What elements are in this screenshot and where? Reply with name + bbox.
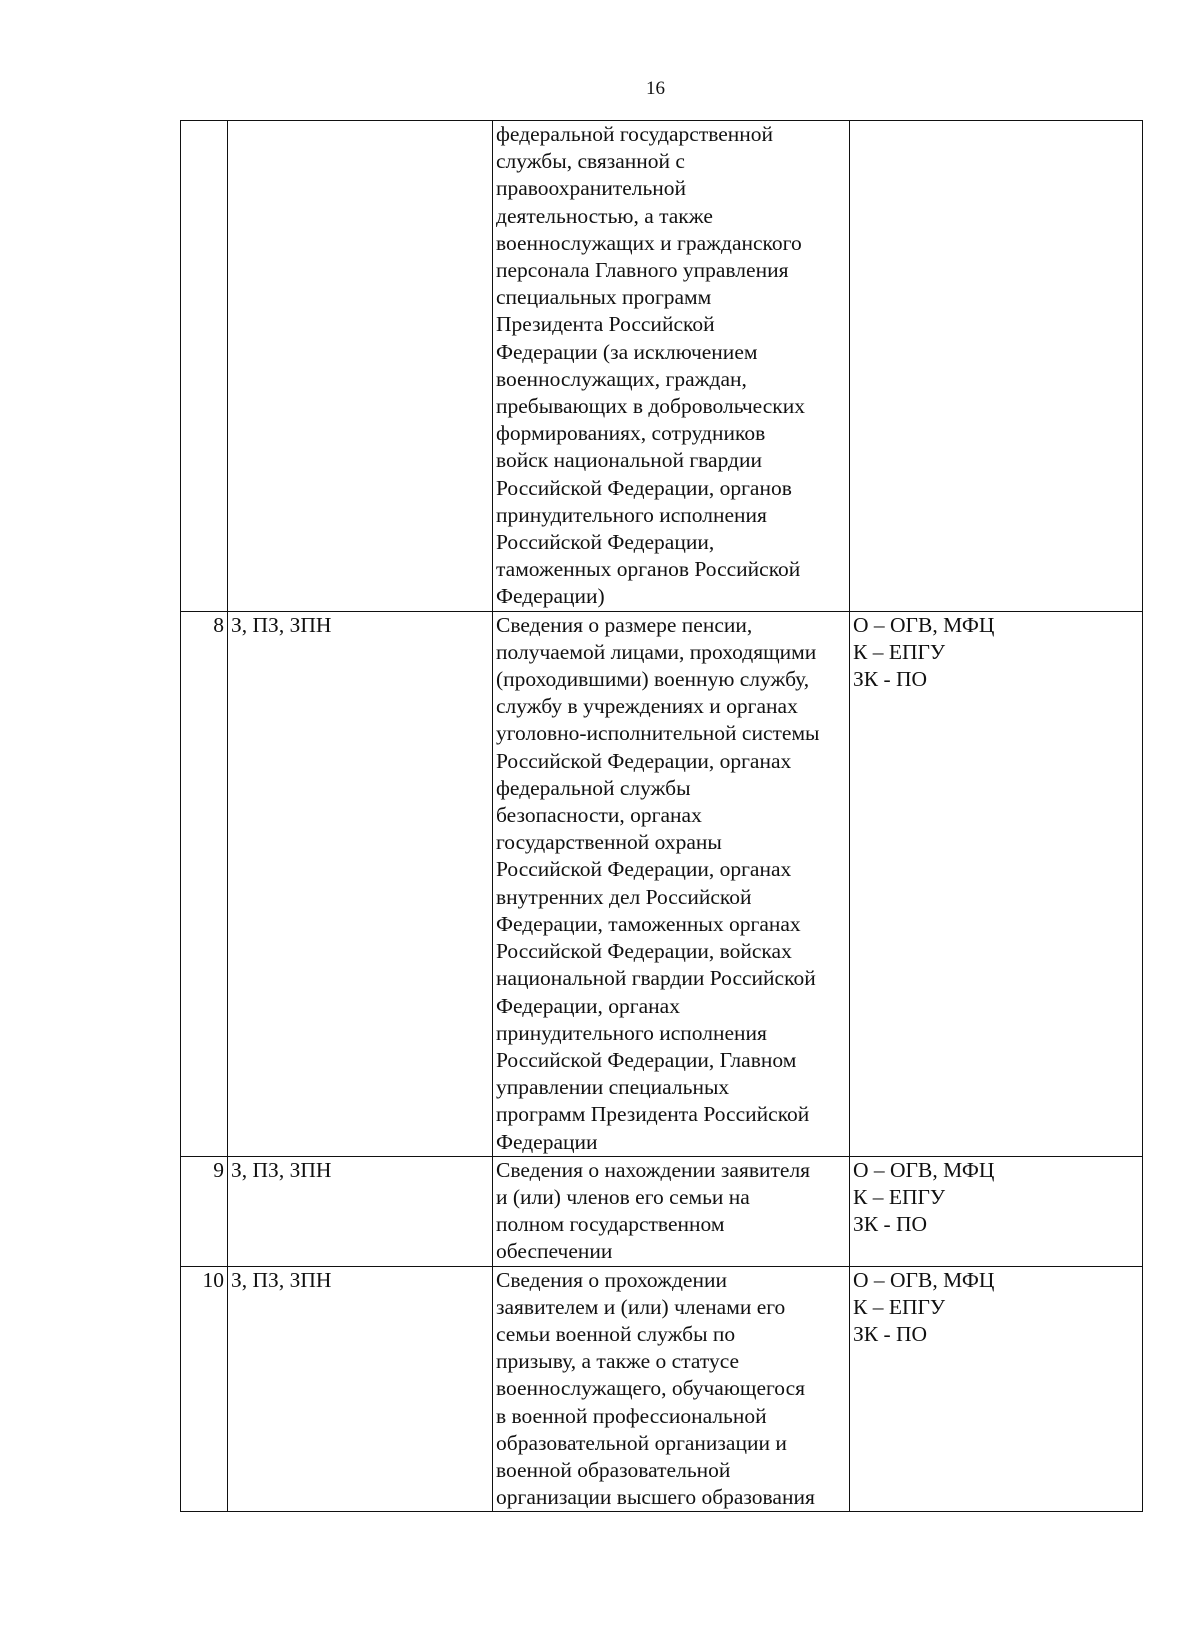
submission-channels — [850, 1266, 1143, 1512]
text-line: и (или) членов его семьи на — [496, 1184, 750, 1209]
text-line: в военной профессиональной — [496, 1403, 767, 1428]
text-line: Российской Федерации, войсках — [496, 939, 792, 964]
text-line: управлении специальных — [496, 1075, 730, 1100]
text-line: Сведения о прохождении — [496, 1267, 727, 1292]
text-line: военной образовательной — [496, 1457, 731, 1482]
text-line: Президента Российской — [496, 312, 715, 337]
applicant-category: З, ПЗ, ЗПН — [228, 611, 493, 1156]
text-line: Российской Федерации, органов — [496, 475, 792, 500]
text-line: военнослужащих и гражданского — [496, 230, 802, 255]
text-line: службы, связанной с — [496, 149, 685, 174]
text-line: уголовно-исполнительной системы — [496, 721, 820, 746]
submission-channels — [850, 1156, 1143, 1266]
submission-channels — [850, 611, 1143, 1156]
text-line: К – ЕПГУ — [853, 639, 946, 664]
text-line: принудительного исполнения — [496, 502, 767, 527]
text-line: (проходившими) военную службу, — [496, 667, 810, 692]
text-line: ЗК - ПО — [853, 1212, 928, 1237]
row-number: 10 — [181, 1266, 228, 1512]
document-description — [493, 121, 850, 612]
text-line: образовательной организации и — [496, 1430, 787, 1455]
text-line: федеральной службы — [496, 775, 691, 800]
text-line: принудительного исполнения — [496, 1020, 767, 1045]
row-number — [181, 121, 228, 612]
applicant-category: З, ПЗ, ЗПН — [228, 1156, 493, 1266]
row-number: 9 — [181, 1156, 228, 1266]
text-line: заявителем и (или) членами его — [496, 1294, 786, 1319]
text-line: Федерации) — [496, 584, 605, 609]
text-line: К – ЕПГУ — [853, 1294, 946, 1319]
text-line: призыву, а также о статусе — [496, 1349, 740, 1374]
text-line: безопасности, органах — [496, 803, 702, 828]
text-line: Российской Федерации, органах — [496, 857, 792, 882]
applicant-category: З, ПЗ, ЗПН — [228, 1266, 493, 1512]
text-line: О – ОГВ, МФЦ — [853, 612, 995, 637]
text-line: полном государственном — [496, 1212, 725, 1237]
text-line: О – ОГВ, МФЦ — [853, 1267, 995, 1292]
submission-channels — [850, 121, 1143, 612]
table-row — [181, 1266, 1143, 1512]
document-table — [180, 120, 1143, 1512]
table-row — [181, 1156, 1143, 1266]
applicant-category — [228, 121, 493, 612]
text-line: внутренних дел Российской — [496, 884, 752, 909]
text-line: семьи военной службы по — [496, 1321, 736, 1346]
text-line: Федерации (за исключением — [496, 339, 758, 364]
text-line: Российской Федерации, органах — [496, 748, 792, 773]
text-line: деятельностью, а также — [496, 203, 713, 228]
text-line: ЗК - ПО — [853, 667, 928, 692]
text-line: национальной гвардии Российской — [496, 966, 816, 991]
text-line: Российской Федерации, — [496, 530, 715, 555]
text-line: таможенных органов Российской — [496, 557, 801, 582]
table-row — [181, 121, 1143, 612]
text-line: персонала Главного управления — [496, 258, 789, 283]
text-line: формированиях, сотрудников — [496, 421, 766, 446]
table-row — [181, 611, 1143, 1156]
text-line: получаемой лицами, проходящими — [496, 639, 817, 664]
text-line: службу в учреждениях и органах — [496, 694, 798, 719]
document-description — [493, 1156, 850, 1266]
text-line: организации высшего образования — [496, 1485, 815, 1510]
text-line: ЗК - ПО — [853, 1321, 928, 1346]
text-line: военнослужащих, граждан, — [496, 366, 747, 391]
text-line: военнослужащего, обучающегося — [496, 1376, 806, 1401]
text-line: О – ОГВ, МФЦ — [853, 1157, 995, 1182]
text-line: Российской Федерации, Главном — [496, 1047, 797, 1072]
text-line: К – ЕПГУ — [853, 1184, 946, 1209]
text-line: Федерации, органах — [496, 993, 680, 1018]
text-line: Федерации — [496, 1129, 598, 1154]
text-line: специальных программ — [496, 285, 712, 310]
text-line: войск национальной гвардии — [496, 448, 762, 473]
document-description — [493, 611, 850, 1156]
text-line: Сведения о размере пенсии, — [496, 612, 753, 637]
text-line: обеспечении — [496, 1239, 613, 1264]
text-line: пребывающих в добровольческих — [496, 394, 805, 419]
page-number: 16 — [646, 78, 665, 99]
text-line: государственной охраны — [496, 830, 722, 855]
text-line: программ Президента Российской — [496, 1102, 810, 1127]
text-line: Федерации, таможенных органах — [496, 911, 801, 936]
text-line: Сведения о нахождении заявителя — [496, 1157, 811, 1182]
text-line: правоохранительной — [496, 176, 687, 201]
text-line: федеральной государственной — [496, 122, 774, 146]
document-description — [493, 1266, 850, 1512]
row-number: 8 — [181, 611, 228, 1156]
